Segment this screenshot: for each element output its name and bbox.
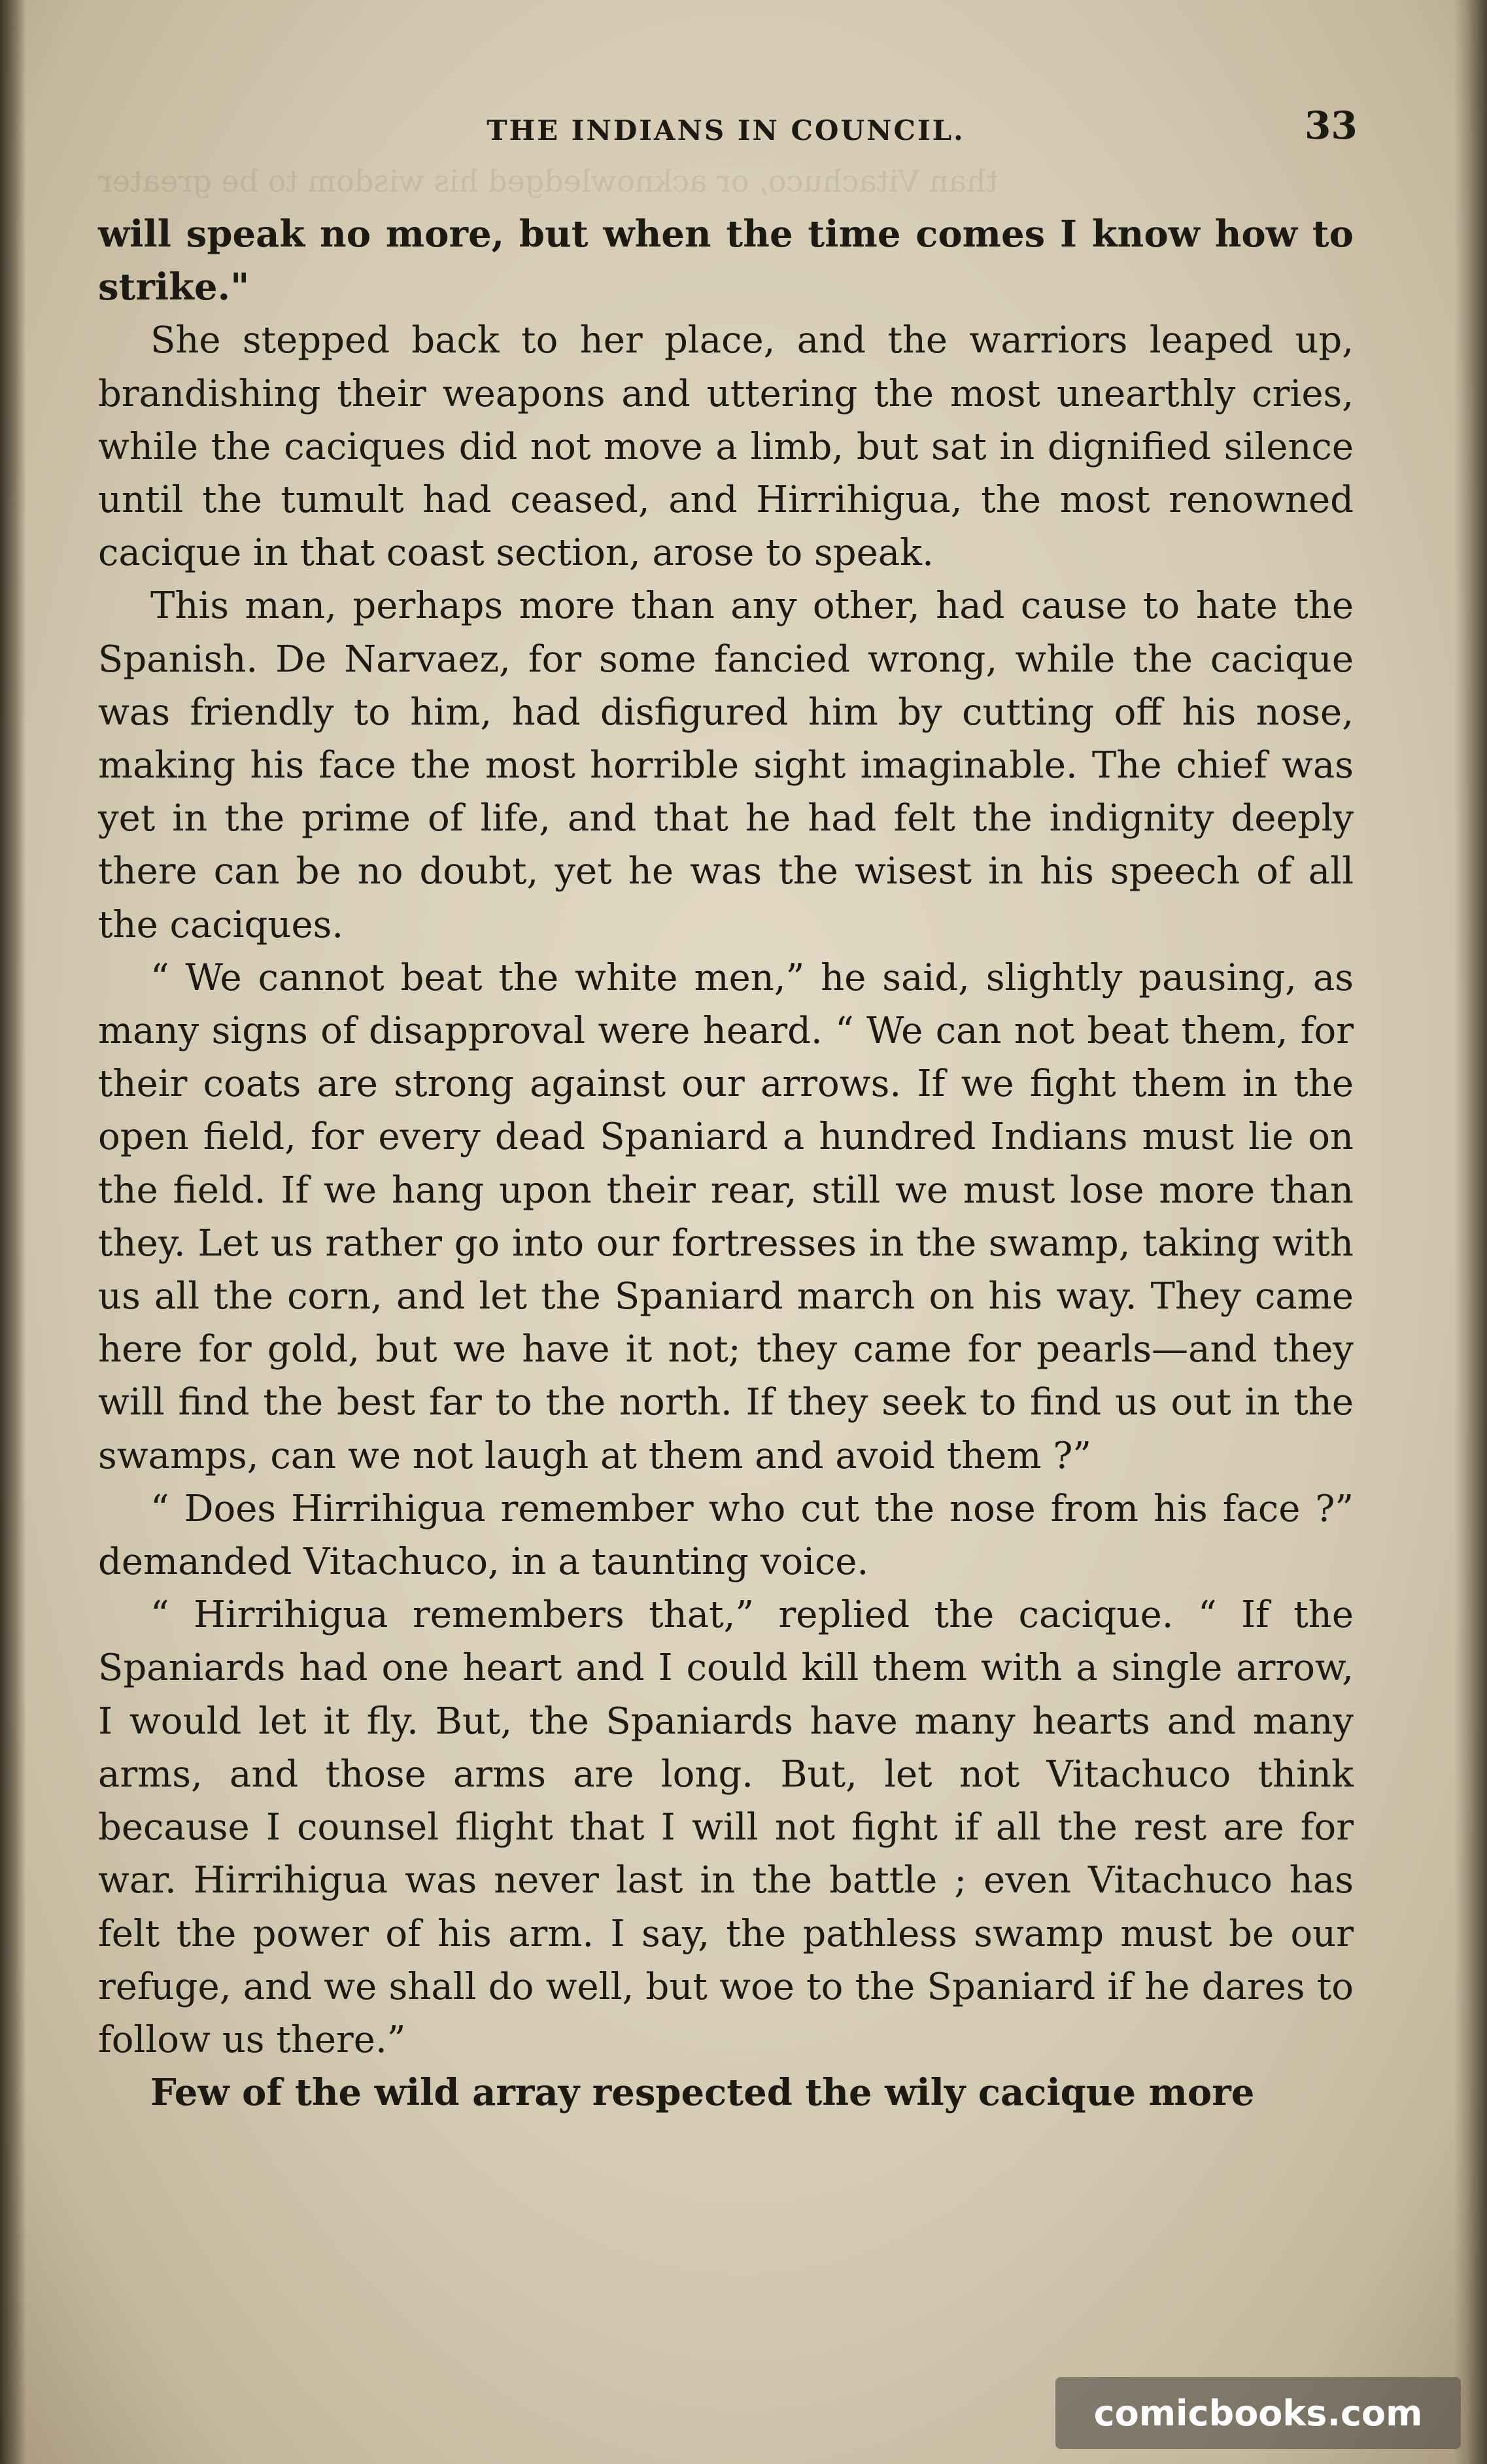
site-watermark: comicbooks.com <box>1055 2377 1461 2449</box>
paragraph-5: “ Does Hirrihigua remember who cut the nose from his face ?” demanded Vitachuco, in a taunting voice. <box>98 1487 1354 1584</box>
paragraph-2: She stepped back to her place, and the warriors leaped up, brandishing their weapons and uttering the most unearthly cries, while the caciques did not move a limb, but sat in dignified silence until the tumult had ceased, and Hirrihigua, the most renowned cacique in that coast section, arose to speak. <box>98 319 1354 575</box>
paragraph-4: “ We cannot beat the white men,” he said, slightly pausing, as many signs of disapproval were heard. “ We can not beat them, for their coats are strong against our arrows. If we fight them in the open field, for every dead Spaniard a hundred Indians must lie on the field. If we hang upon their rear, still we must lose more than they. Let us rather go into our fortresses in the swamp, taking with us all the corn, and let the Spaniard march on his way. They came here for gold, but we have it not; they came for pearls—and they will find the best far to the north. If they seek to find us out in the swamps, can we not laugh at them and avoid them ?” <box>98 956 1354 1477</box>
running-head: THE INDIANS IN COUNCIL. <box>487 114 965 146</box>
body-text <box>98 208 1354 2119</box>
paragraph-7: Few of the wild array respected the wily cacique more <box>150 2071 1255 2115</box>
bleed-through-text: than Vitachuco, or acknowledged his wisdom to be greater <box>98 163 999 199</box>
page-number: 33 <box>1305 103 1358 148</box>
paragraph-6: “ Hirrihigua remembers that,” replied the cacique. “ If the Spaniards had one heart and I could kill them with a single arrow, I would let it fly. But, the Spaniards have many hearts and many arms, and those arms are long. But, let not Vitachuco think because I counsel flight that I will not fight if all the rest are for war. Hirrihigua was never last in the battle ; even Vitachuco has felt the power of his arm. I say, the pathless swamp must be our refuge, and we shall do well, but woe to the Spaniard if he dares to follow us there.” <box>98 1594 1354 2061</box>
paragraph-3: This man, perhaps more than any other, had cause to hate the Spanish. De Narvaez, for some fancied wrong, while the cacique was friendly to him, had disfigured him by cutting off his nose, making his face the most horrible sight imaginable. The chief was yet in the prime of life, and that he had felt the indignity deeply there can be no doubt, yet he was the wisest in his speech of all the caciques. <box>98 585 1354 946</box>
paragraph-1: will speak no more, but when the time comes I know how to strike." <box>98 213 1354 309</box>
